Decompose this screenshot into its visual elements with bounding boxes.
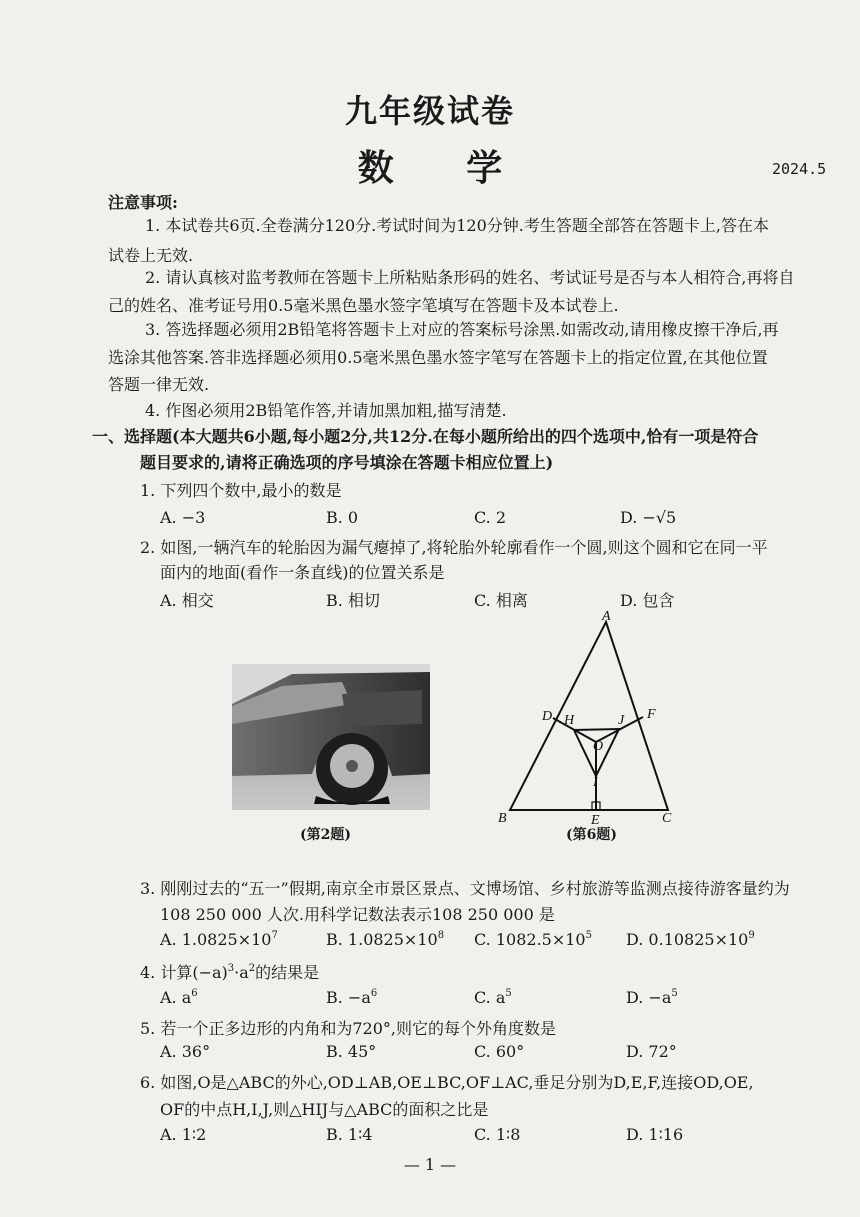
q5-option-a: A. 36°: [160, 1042, 211, 1061]
q1-option-a: A. −3: [160, 508, 206, 527]
label-b: B: [498, 811, 507, 825]
q1-option-d: D. −√5: [620, 508, 677, 527]
figure-6-caption: (第6题): [566, 827, 617, 843]
triangle-figure: [492, 610, 672, 825]
section-heading: 一、选择题(本大题共6小题,每小题2分,共12分.在每小题所给出的四个选项中,恰有一项是符合: [92, 427, 759, 446]
question-4-stem: 4. 计算$(-a)^3\cdot a^2$的结果是: [140, 963, 320, 982]
q2-option-b: B. 相切: [326, 591, 380, 610]
q6-option-a: A. 1∶2: [160, 1125, 207, 1144]
q5-option-c: C. 60°: [474, 1042, 525, 1061]
q3-option-b: B. $1.0825\times 10^8$: [326, 930, 445, 949]
q3-option-c: C. $1082.5\times 10^5$: [474, 930, 592, 949]
question-2-stem-cont: 面内的地面(看作一条直线)的位置关系是: [160, 563, 445, 582]
notice-line: 4. 作图必须用2B铅笔作答,并请加黑加粗,描写清楚.: [145, 401, 507, 420]
question-5-stem: 5. 若一个正多边形的内角和为720°,则它的每个外角度数是: [140, 1019, 556, 1038]
notice-line: 选涂其他答案.答非选择题必须用0.5毫米黑色墨水签字笔写在答题卡上的指定位置,在其他位置: [108, 348, 768, 367]
question-2-stem: 2. 如图,一辆汽车的轮胎因为漏气瘪掉了,将轮胎外轮廓看作一个圆,则这个圆和它在同一平: [140, 538, 768, 557]
q6-option-d: D. 1∶16: [626, 1125, 684, 1144]
notice-line: 答题一律无效.: [108, 375, 210, 394]
q3-option-a: A. $1.0825\times 10^7$: [160, 930, 278, 949]
triangle-diagram: [492, 610, 672, 825]
figure-2-caption: (第2题): [300, 827, 351, 843]
question-3-stem: 3. 刚刚过去的“五一”假期,南京全市景区景点、文博场馆、乡村旅游等监测点接待游客量约为: [140, 879, 790, 898]
label-a: A: [602, 610, 611, 624]
exam-title: 九年级试卷: [344, 92, 515, 130]
q4-option-a: A. $a^6$: [160, 988, 198, 1007]
triangle-abc: [510, 622, 668, 810]
page-number: — 1 —: [403, 1155, 457, 1174]
notice-heading: 注意事项:: [108, 193, 178, 212]
q4-option-d: D. $-a^5$: [626, 988, 678, 1007]
q5-option-d: D. 72°: [626, 1042, 677, 1061]
q6-option-b: B. 1∶4: [326, 1125, 373, 1144]
q4-option-b: B. $-a^6$: [326, 988, 378, 1007]
q2-option-c: C. 相离: [474, 591, 528, 610]
q2-option-a: A. 相交: [160, 591, 214, 610]
question-1-stem: 1. 下列四个数中,最小的数是: [140, 481, 342, 500]
car-illustration: [232, 664, 430, 810]
exam-date: 2024.5: [772, 160, 827, 178]
notice-line: 2. 请认真核对监考教师在答题卡上所粘贴条形码的姓名、考试证号是否与本人相符合,再将自: [145, 268, 795, 287]
notice-line: 1. 本试卷共6页.全卷满分120分.考试时间为120分钟.考生答题全部答在答题卡上,答在本: [145, 216, 769, 235]
q2-option-d: D. 包含: [620, 591, 675, 610]
flat-tire-photo: [232, 664, 430, 810]
label-c: C: [662, 811, 672, 825]
label-i: I: [593, 775, 598, 790]
question-6-stem-cont: OF的中点H,I,J,则△HIJ与△ABC的面积之比是: [160, 1100, 489, 1119]
label-f: F: [647, 707, 656, 722]
q5-option-b: B. 45°: [326, 1042, 377, 1061]
label-d: D: [542, 709, 553, 724]
notice-line: 试卷上无效.: [108, 246, 194, 265]
q3-option-d: D. $0.10825\times 10^9$: [626, 930, 755, 949]
q6-option-c: C. 1∶8: [474, 1125, 521, 1144]
section-heading-cont: 题目要求的,请将正确选项的序号填涂在答题卡相应位置上): [140, 453, 554, 472]
question-6-stem: 6. 如图,O是△ABC的外心,OD⊥AB,OE⊥BC,OF⊥AC,垂足分别为D,E,F,连接OD,OE,: [140, 1073, 754, 1092]
q1-option-c: C. 2: [474, 508, 507, 527]
q4-option-c: C. $a^5$: [474, 988, 512, 1007]
question-3-stem-cont: 108 250 000 人次.用科学记数法表示108 250 000 是: [160, 905, 555, 924]
label-h: H: [564, 713, 575, 728]
label-e: E: [591, 813, 600, 825]
notice-line: 3. 答选择题必须用2B铅笔将答题卡上对应的答案标号涂黑.如需改动,请用橡皮擦干净后,再: [145, 320, 779, 339]
label-o: O: [593, 739, 604, 754]
notice-line: 己的姓名、准考证号用0.5毫米黑色墨水签字笔填写在答题卡及本试卷上.: [108, 296, 619, 315]
subject-title: 数 学: [357, 147, 533, 189]
label-j: J: [618, 713, 625, 728]
q1-option-b: B. 0: [326, 508, 359, 527]
